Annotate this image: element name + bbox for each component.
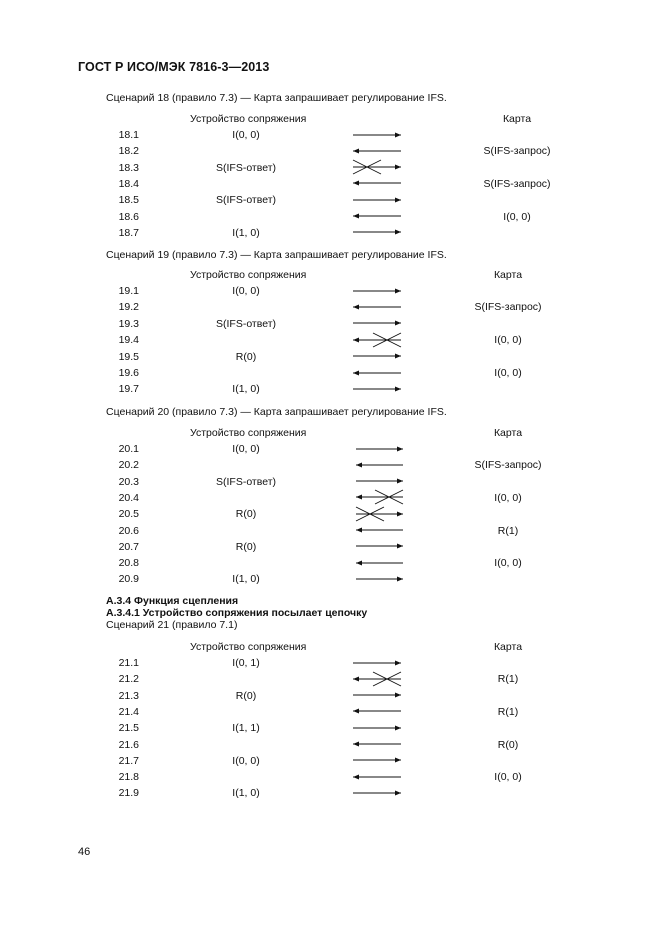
step-number: 18.7 [118, 226, 139, 239]
step-number: 18.3 [118, 161, 139, 174]
device-message: S(IFS-ответ) [215, 475, 277, 488]
step-number: 20.7 [118, 540, 139, 553]
card-message: S(IFS-запрос) [483, 145, 551, 158]
section-title: А.3.4 Функция сцепления [106, 595, 239, 607]
step-number: 21.5 [118, 722, 139, 735]
device-column-header: Устройство сопряжения [190, 427, 307, 439]
step-number: 21.3 [118, 689, 139, 702]
card-message: I(0, 0) [494, 557, 522, 570]
device-message: R(0) [235, 508, 257, 521]
arrow-right [345, 222, 409, 242]
device-message: I(0, 0) [232, 129, 260, 141]
step-number: 18.4 [118, 177, 139, 190]
step-number: 21.6 [118, 738, 139, 751]
card-column-header: Карта [502, 113, 532, 125]
device-message: R(0) [235, 540, 257, 553]
scenario-heading: Сценарий 21 (правило 7.1) [106, 619, 238, 631]
step-number: 21.2 [118, 673, 139, 686]
card-message: R(1) [497, 524, 519, 537]
device-message: S(IFS-ответ) [215, 194, 277, 207]
step-number: 21.7 [118, 754, 139, 767]
step-number: 21.8 [118, 771, 139, 784]
step-number: 20.9 [118, 573, 139, 586]
step-number: 20.1 [118, 443, 139, 455]
card-message: S(IFS-запрос) [483, 177, 551, 190]
subsection-title: А.3.4.1 Устройство сопряжения посылает цепочку [106, 607, 368, 619]
card-message: I(0, 0) [494, 771, 522, 784]
step-number: 19.5 [118, 350, 139, 363]
card-message: S(IFS-запрос) [474, 301, 542, 314]
device-message: I(0, 0) [232, 285, 260, 297]
step-number: 20.8 [118, 557, 139, 570]
card-message: I(0, 0) [494, 367, 522, 379]
card-message: R(0) [497, 738, 519, 751]
scenario-heading: Сценарий 20 (правило 7.3) — Карта запрашивает регулирование IFS. [106, 406, 447, 418]
step-number: 20.4 [118, 491, 139, 504]
device-message: S(IFS-ответ) [215, 317, 277, 330]
card-column-header: Карта [493, 641, 523, 653]
device-column-header: Устройство сопряжения [190, 641, 307, 653]
step-number: 19.2 [118, 301, 139, 314]
card-message: S(IFS-запрос) [474, 459, 542, 472]
step-number: 20.6 [118, 524, 139, 537]
device-message: I(0, 1) [232, 657, 260, 669]
arrow-right [345, 783, 409, 803]
device-message: R(0) [235, 689, 257, 702]
step-number: 19.1 [118, 285, 139, 297]
card-message: I(0, 0) [494, 491, 522, 504]
document-title: ГОСТ Р ИСО/МЭК 7816-3—2013 [78, 60, 270, 74]
device-message: I(1, 0) [232, 573, 260, 586]
step-number: 18.1 [118, 129, 139, 141]
step-number: 20.3 [118, 475, 139, 488]
device-message: R(0) [235, 350, 257, 363]
device-message: I(1, 0) [232, 383, 260, 396]
step-number: 19.3 [118, 317, 139, 330]
step-number: 18.5 [118, 194, 139, 207]
card-column-header: Карта [493, 427, 523, 439]
card-message: R(1) [497, 673, 519, 686]
card-column-header: Карта [493, 269, 523, 281]
device-column-header: Устройство сопряжения [190, 113, 307, 125]
step-number: 20.2 [118, 459, 139, 472]
scenario-heading: Сценарий 18 (правило 7.3) — Карта запрашивает регулирование IFS. [106, 92, 447, 104]
step-number: 19.6 [118, 367, 139, 379]
scenario-heading: Сценарий 19 (правило 7.3) — Карта запрашивает регулирование IFS. [106, 249, 447, 261]
device-message: I(1, 1) [232, 722, 260, 735]
device-message: I(0, 0) [232, 754, 260, 767]
step-number: 21.9 [118, 787, 139, 800]
step-number: 21.4 [118, 705, 139, 718]
device-column-header: Устройство сопряжения [190, 269, 307, 281]
step-number: 19.4 [118, 334, 139, 347]
step-number: 21.1 [118, 657, 139, 669]
card-message: R(1) [497, 705, 519, 718]
device-message: I(1, 0) [232, 787, 260, 800]
page-number: 46 [78, 846, 91, 858]
card-message: I(0, 0) [494, 334, 522, 347]
card-message: I(0, 0) [503, 210, 531, 223]
arrow-right [348, 569, 411, 589]
step-number: 19.7 [118, 383, 139, 396]
device-message: I(0, 0) [232, 443, 260, 455]
device-message: S(IFS-ответ) [215, 161, 277, 174]
step-number: 18.2 [118, 145, 139, 158]
arrow-right [345, 379, 409, 399]
step-number: 20.5 [118, 508, 139, 521]
step-number: 18.6 [118, 210, 139, 223]
device-message: I(1, 0) [232, 226, 260, 239]
